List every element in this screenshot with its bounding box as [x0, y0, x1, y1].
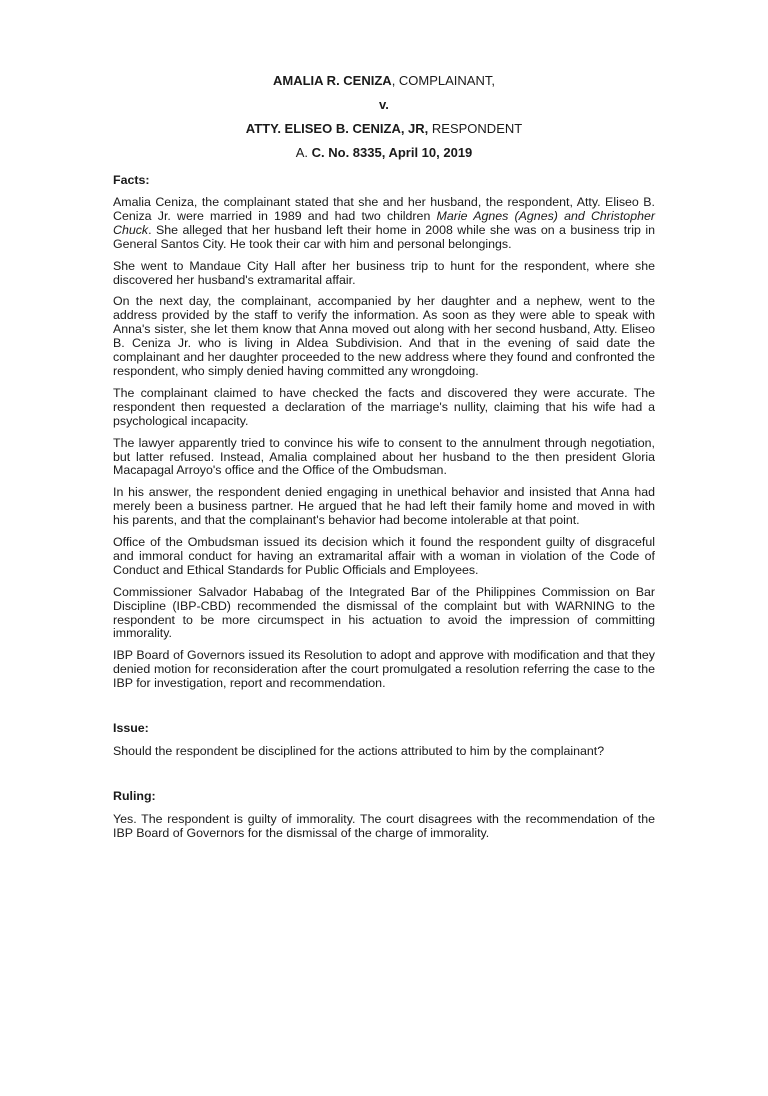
issue-heading: Issue:: [113, 721, 149, 736]
respondent-name: ATTY. ELISEO B. CENIZA, JR,: [245, 121, 429, 136]
facts-paragraph-5: The lawyer apparently tried to convince his wife to consent to the annulment through negotiation, but latter refused. Instead, Amalia complained about her husband to the then president Gloria Macapagal Arroyo's office and the Office of the Ombudsman.: [113, 435, 655, 478]
case-prefix: A.: [295, 145, 312, 160]
facts-paragraph-8: Commissioner Salvador Hababag of the Integrated Bar of the Philippines Commission on Bar Discipline (IBP-CBD) recommended the dismissal of the complaint but with WARNING to the respondent to be more circumspect in his actuation to avoid the impression of committing immorality.: [113, 584, 655, 641]
facts-section: [113, 196, 655, 691]
respondent-role: RESPONDENT: [428, 121, 523, 136]
facts-paragraph-1: [113, 196, 655, 252]
children-names: Marie Agnes (Agnes) and Christopher Chuck: [113, 208, 655, 237]
respondent-line: [113, 120, 655, 137]
facts-paragraph-3: On the next day, the complainant, accompanied by her daughter and a nephew, went to the address provided by the staff to verify the information. As soon as they were able to speak with Anna's sister, she let them know that Anna moved out along with her second husband, Atty. Eliseo B. Ceniza Jr. who is living in Aldea Subdivision. And that in the evening of said date the complainant and her daughter proceeded to the new address where they found and confronted the respondent, who simply denied having committed any wrongdoing.: [113, 294, 655, 378]
versus: v.: [379, 97, 389, 112]
case-number: C. No. 8335, April 10, 2019: [311, 145, 473, 160]
facts-heading: Facts:: [113, 173, 150, 187]
p1-text-b: . She alleged that her husband left their home in 2008 while she was on a business trip in General Santos City. He took their car with him and personal belongings.: [113, 222, 655, 251]
case-number-line: [113, 144, 655, 161]
ruling-heading: Ruling:: [113, 789, 156, 803]
complainant-line: [113, 72, 655, 89]
facts-paragraph-2: She went to Mandaue City Hall after her business trip to hunt for the respondent, where she discovered her husband's extramarital affair.: [113, 258, 655, 287]
facts-paragraph-9: IBP Board of Governors issued its Resolution to adopt and approve with modification and that they denied motion for reconsideration after the court promulgated a resolution referring the case to the IBP for investigation, report and recommendation.: [113, 648, 655, 691]
complainant-role: , COMPLAINANT,: [391, 73, 495, 88]
versus-line: [113, 96, 655, 113]
facts-paragraph-7: Office of the Ombudsman issued its decision which it found the respondent guilty of disgraceful and immoral conduct for having an extramarital affair with a woman in violation of the Code of Conduct and Ethical Standards for Public Officials and Employees.: [113, 535, 655, 577]
complainant-name: AMALIA R. CENIZA: [273, 73, 392, 88]
p1-text-a: Amalia Ceniza, the complainant stated that she and her husband, the respondent, Atty. Eliseo B. Ceniza Jr. were married in 1989 and had two children: [113, 195, 655, 223]
facts-paragraph-6: In his answer, the respondent denied engaging in unethical behavior and insisted that Anna had merely been a business partner. He argued that he had left their family home and moved in with his parents, and that the complainant's behavior had become intolerable at that point.: [113, 485, 655, 528]
issue-text: Should the respondent be disciplined for the actions attributed to him by the complainant?: [113, 744, 605, 759]
facts-paragraph-4: The complainant claimed to have checked the facts and discovered they were accurate. The respondent then requested a declaration of the marriage's nullity, claiming that his wife had a psychological incapacity.: [113, 385, 655, 428]
document-page: [0, 72, 768, 1096]
ruling-text: Yes. The respondent is guilty of immorality. The court disagrees with the recommendation of the IBP Board of Governors for the dismissal of the charge of immorality.: [113, 812, 655, 840]
